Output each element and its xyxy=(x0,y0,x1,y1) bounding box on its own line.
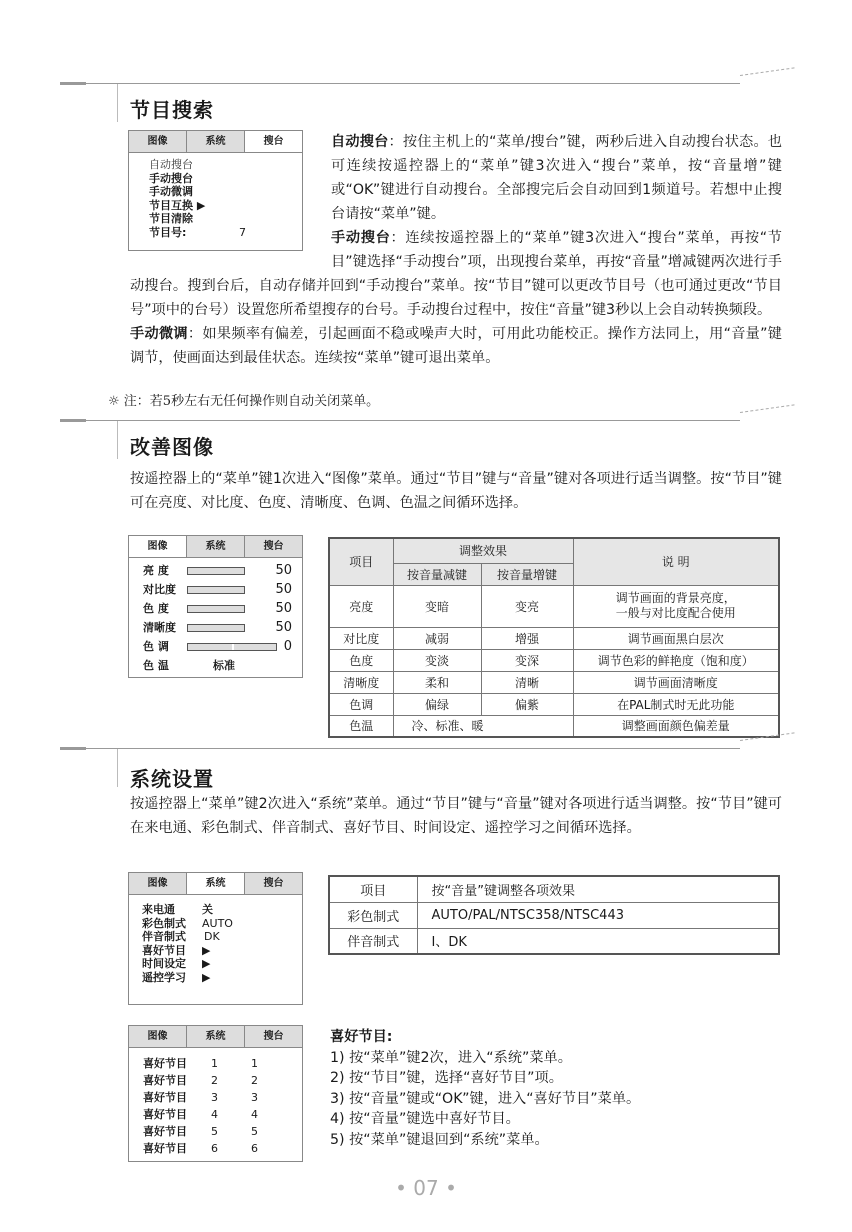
section-rule xyxy=(60,420,740,421)
section-title-channel-search: 节目搜索 xyxy=(130,98,214,122)
picture-setting-row: 亮 度 50 xyxy=(143,563,292,578)
picture-setting-row: 色 调 0 xyxy=(143,639,292,654)
favorite-steps: 喜好节目: 1) 按“菜单”键2次，进入“系统”菜单。 2) 按“节目”键，选择“喜好节目”项。 3) 按“音量”键或“OK”键，进入“喜好节目”菜单。 4) 按“音量”键选中喜好节目。 5) 按“菜单”键退回到“系统”菜单。 xyxy=(330,1027,640,1150)
table-row: 亮度 变暗 变亮 调节画面的背景亮度，一般与对比度配合使用 xyxy=(329,585,779,627)
section-bar xyxy=(117,749,118,787)
picture-setting-row: 色 温 标准 xyxy=(143,659,235,672)
menu-item: 自动搜台 xyxy=(149,158,193,171)
system-menu-row: 彩色制式 AUTO xyxy=(142,916,233,930)
page-number: • 07 • xyxy=(395,1176,457,1200)
tab-search: 搜台 xyxy=(245,131,302,152)
table-row: 彩色制式 AUTO/PAL/NTSC358/NTSC443 xyxy=(329,902,779,928)
system-menu-row: 来电通 关 xyxy=(142,903,213,916)
section-bar xyxy=(117,421,118,459)
level-bar xyxy=(187,624,245,632)
favorite-menu-osd xyxy=(128,1025,303,1162)
table-row: 色调 偏绿 偏紫 在PAL制式时无此功能 xyxy=(329,693,779,715)
system-menu-row: 喜好节目 ▶ xyxy=(142,943,211,957)
tab-system: 系统 xyxy=(187,536,245,557)
picture-setting-row: 色 度 50 xyxy=(143,601,292,616)
table-row: 色度 变淡 变深 调节色彩的鲜艳度（饱和度） xyxy=(329,649,779,671)
section-title-picture: 改善图像 xyxy=(130,435,214,459)
system-menu-row: 遥控学习 ▶ xyxy=(142,970,211,984)
level-bar xyxy=(187,586,245,594)
tab-system: 系统 xyxy=(187,873,245,894)
note: ☼ 注：若5秒左右无任何操作则自动关闭菜单。 xyxy=(108,394,380,409)
favorite-row: 喜好节目 2 2 xyxy=(143,1074,258,1087)
system-table xyxy=(328,875,780,955)
picture-setting-row: 清晰度 50 xyxy=(143,620,292,635)
favorite-row: 喜好节目 1 1 xyxy=(143,1057,258,1070)
table-row: 项目 按“音量”键调整各项效果 xyxy=(329,876,779,902)
system-menu-row: 伴音制式 DK xyxy=(142,930,220,943)
tab-search: 搜台 xyxy=(245,873,302,894)
system-text: 按遥控器上“菜单”键2次进入“系统”菜单。通过“节目”键与“音量”键对各项进行适当调整。按“节目”键可在来电通、彩色制式、伴音制式、喜好节目、时间设定、遥控学习之间循环选择。 xyxy=(130,796,782,836)
menu-item: 手动微调 xyxy=(149,185,193,198)
step: 3) 按“音量”键或“OK”键，进入“喜好节目”菜单。 xyxy=(330,1090,641,1107)
picture-text: 按遥控器上的“菜单”键1次进入“图像”菜单。通过“节目”键与“音量”键对各项进行适当调整。按“节目”键可在亮度、对比度、色度、清晰度、色调、色温之间循环选择。 xyxy=(130,471,782,511)
system-menu-osd xyxy=(128,872,303,1005)
table-row: 对比度 减弱 增强 调节画面黑白层次 xyxy=(329,627,779,649)
tab-system: 系统 xyxy=(187,1026,245,1047)
level-bar xyxy=(187,567,245,575)
level-bar xyxy=(187,605,245,613)
step: 2) 按“节目”键，选择“喜好节目”项。 xyxy=(330,1070,563,1086)
picture-menu-osd xyxy=(128,535,303,678)
step: 1) 按“菜单”键2次，进入“系统”菜单。 xyxy=(330,1049,572,1066)
menu-item: 手动搜台 xyxy=(149,171,193,185)
tab-picture: 图像 xyxy=(129,536,187,557)
step: 4) 按“音量”键选中喜好节目。 xyxy=(330,1111,520,1127)
section-title-system: 系统设置 xyxy=(130,767,214,791)
step: 5) 按“菜单”键退回到“系统”菜单。 xyxy=(330,1131,549,1148)
favorite-row: 喜好节目 4 4 xyxy=(143,1108,258,1121)
tab-search: 搜台 xyxy=(245,1026,302,1047)
channel-search-text: 图像 系统 搜台 自动搜台 手动搜台 手动微调 节目互换 ▶ 节目清除 节目号: 7 自动搜台：按住主机上的“菜单/搜台”键，两秒后进入自动搜台状态。也可连续按遥控器上的“菜单”键3次进入“搜台”菜单，按“音量增”键或“OK”键进行自动搜台。全部搜完后会自动回到1频道号。若想中止搜台请按“菜单”键。 手动搜台：连续按遥控器上的“菜单”键3次进入“搜台”菜单，再按“节目”键选择“手动搜台”项，出现搜台菜单，再按“音量”增减键两次进行手动搜台。搜到台后，自动存储并回到“手动搜台”菜单。按“节目”键可以更改节目号（也可通过更改“节目号”项中的台号）设置您所希望搜存的台号。手动搜台过程中，按住“音量”键3秒以上会自动转换频段。 手动微调：如果频率有偏差，引起画面不稳或噪声大时，可用此功能校正。操作方法同上，用“音量”键调节，使画面达到最佳状态。连续按“菜单”键可退出菜单。 xyxy=(130,130,782,370)
menu-item: 节目清除 xyxy=(149,212,193,225)
tab-picture: 图像 xyxy=(129,131,187,152)
tab-picture: 图像 xyxy=(129,1026,187,1047)
tint-bar xyxy=(187,643,277,651)
menu-item: 节目互换 ▶ xyxy=(149,198,206,212)
favorite-row: 喜好节目 5 5 xyxy=(143,1125,258,1138)
tab-system: 系统 xyxy=(187,131,245,152)
table-row: 清晰度 柔和 清晰 调节画面清晰度 xyxy=(329,671,779,693)
lightbulb-icon: ☼ xyxy=(108,394,120,409)
section-rule xyxy=(60,748,740,749)
table-row: 伴音制式 I、DK xyxy=(329,928,779,954)
section-rule xyxy=(60,83,740,84)
table-row: 色温 冷、标准、暖 调整画面颜色偏差量 xyxy=(329,715,779,737)
menu-item: 节目号: 7 xyxy=(149,225,246,239)
picture-setting-row: 对比度 50 xyxy=(143,582,292,597)
favorite-row: 喜好节目 6 6 xyxy=(143,1142,258,1155)
search-menu-osd xyxy=(128,130,303,251)
picture-adjust-table: 项目 调整效果 说 明 按音量减键 按音量增键 亮度 变暗 变亮 调节画面的背景亮度，一般与对比度配合使用 对比度 减弱 增强 调节画面黑白层次 色度 变淡 变深 调节色彩的鲜艳度（饱和度） 清晰度 柔和 清晰 调节画面清晰度 色调 偏绿 偏紫 在PAL制式时无此功能 色温 冷、标准、暖 调整画面颜色偏差量 xyxy=(328,537,780,738)
system-menu-row: 时间设定 ▶ xyxy=(142,957,211,970)
tab-picture: 图像 xyxy=(129,873,187,894)
favorite-row: 喜好节目 3 3 xyxy=(143,1091,258,1104)
tab-search: 搜台 xyxy=(245,536,302,557)
section-bar xyxy=(117,84,118,122)
